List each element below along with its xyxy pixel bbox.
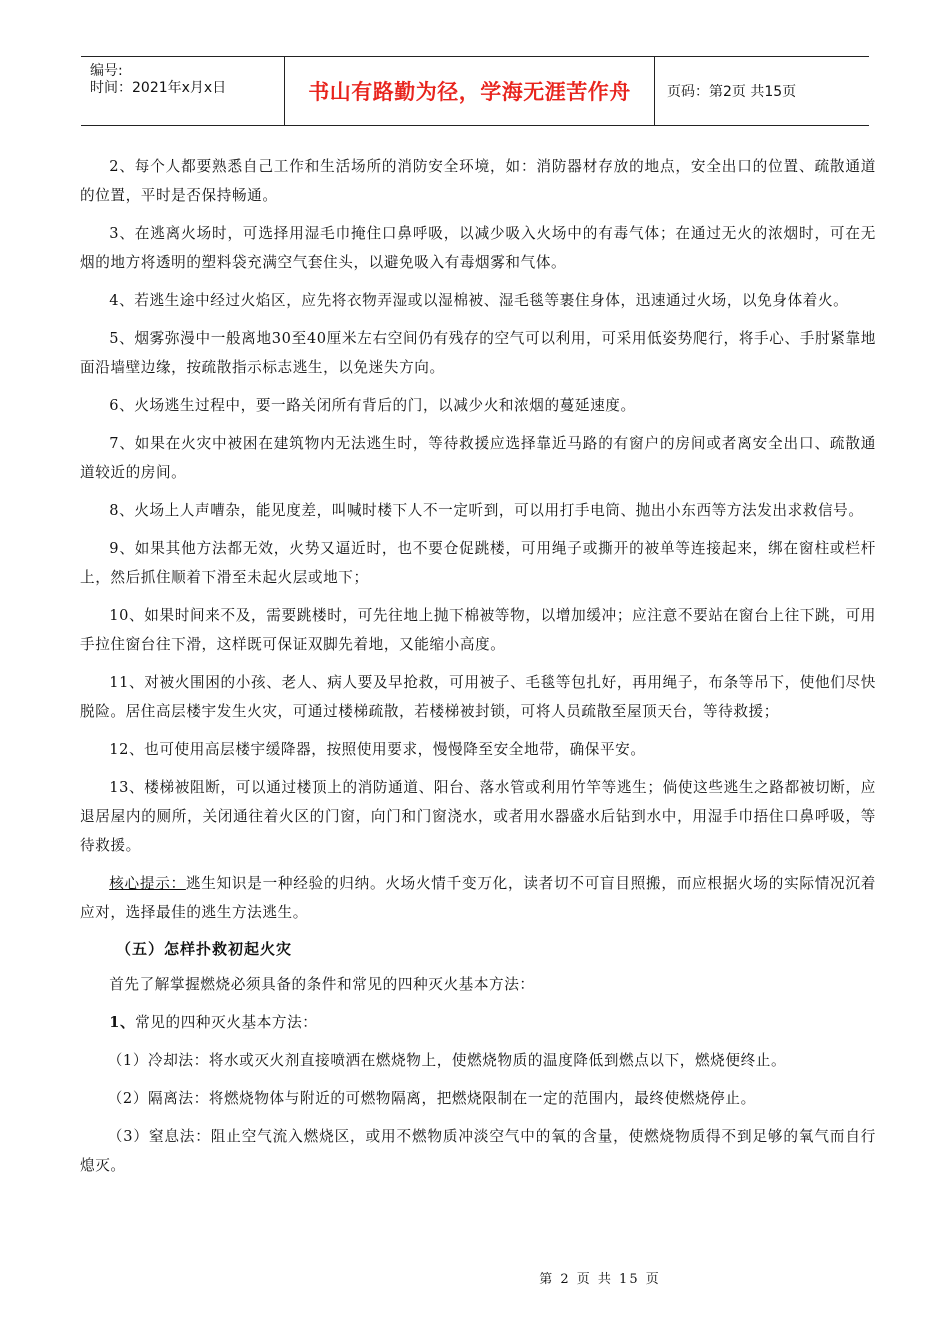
- sub-heading: [80, 1008, 876, 1037]
- section-intro: 首先了解掌握燃烧必须具备的条件和常见的四种灭火基本方法：: [109, 976, 535, 993]
- paragraph-item-12: 12、也可使用高层楼宇缓降器，按照使用要求，慢慢降至安全地带，确保平安。: [109, 741, 646, 758]
- sub-heading-number: 1、: [109, 1014, 136, 1031]
- document-number-label: 编号:: [90, 63, 123, 79]
- header-meta: [81, 57, 284, 125]
- header-motto-cell: [284, 57, 655, 125]
- paragraph-item-5: 5、烟雾弥漫中一般离地30至40厘米左右空间仍有残存的空气可以利用，可采用低姿势爬行，将手心、手肘紧靠地面沿墙壁边缘，按疏散指示标志逃生，以免迷失方向。: [80, 330, 876, 376]
- paragraph-item-4: 4、若逃生途中经过火焰区，应先将衣物弄湿或以湿棉被、湿毛毯等裹住身体，迅速通过火场，以免身体着火。: [109, 292, 849, 309]
- paragraph-item-8: 8、火场上人声嘈杂，能见度差，叫喊时楼下人不一定听到，可以用打手电筒、抛出小东西等方法发出求救信号。: [109, 502, 864, 519]
- document-body: [80, 152, 876, 1189]
- paragraph-item-13: 13、楼梯被阻断，可以通过楼顶上的消防通道、阳台、落水管或利用竹竿等逃生；倘使这些逃生之路都被切断，应退居屋内的厕所，关闭通往着火区的门窗，向门和门窗浇水，或者用水器盛水后钻到水中，用湿手巾捂住口鼻呼吸，等待救援。: [80, 779, 876, 854]
- core-tip-label: 核心提示：: [109, 875, 186, 892]
- header-page-info-cell: [655, 57, 869, 125]
- paragraph-item-7: 7、如果在火灾中被困在建筑物内无法逃生时，等待救援应选择靠近马路的有窗户的房间或者离安全出口、疏散通道较近的房间。: [80, 435, 876, 481]
- paragraph-item-10: 10、如果时间来不及，需要跳楼时，可先往地上抛下棉被等物，以增加缓冲；应注意不要站在窗台上往下跳，可用手拉住窗台往下滑，这样既可保证双脚先着地，又能缩小高度。: [80, 607, 876, 653]
- document-time: 时间：2021年x月x日: [90, 80, 227, 96]
- paragraph-item-3: 3、在逃离火场时，可选择用湿毛巾掩住口鼻呼吸，以减少吸入火场中的有毒气体；在通过无火的浓烟时，可在无烟的地方将透明的塑料袋充满空气套住头，以避免吸入有毒烟雾和气体。: [80, 225, 876, 271]
- paragraph-item-6: 6、火场逃生过程中，要一路关闭所有背后的门，以减少火和浓烟的蔓延速度。: [109, 397, 636, 414]
- header-page-info: 页码：第2页 共15页: [667, 84, 797, 100]
- method-isolation: （2）隔离法：将燃烧物体与附近的可燃物隔离，把燃烧限制在一定的范围内，最终使燃烧停止。: [107, 1090, 756, 1107]
- page-footer: [0, 1268, 950, 1287]
- document-header: [81, 56, 869, 126]
- core-tip-text: 逃生知识是一种经验的归纳。火场火情千变万化，读者切不可盲目照搬，而应根据火场的实际情况沉着应对，选择最佳的逃生方法逃生。: [80, 875, 876, 921]
- paragraph-item-9: 9、如果其他方法都无效，火势又逼近时，也不要仓促跳楼，可用绳子或撕开的被单等连接起来，绑在窗柱或栏杆上，然后抓住顺着下滑至未起火层或地下；: [80, 540, 876, 586]
- footer-page-number: 第 2 页 共 15 页: [539, 1272, 661, 1287]
- paragraph-item-2: 2、每个人都要熟悉自己工作和生活场所的消防安全环境，如：消防器材存放的地点，安全出口的位置、疏散通道的位置，平时是否保持畅通。: [80, 158, 876, 204]
- core-tip-paragraph: [80, 869, 876, 927]
- method-smothering: （3）窒息法：阻止空气流入燃烧区，或用不燃物质冲淡空气中的氧的含量，使燃烧物质得不到足够的氧气而自行熄灭。: [80, 1128, 876, 1174]
- method-cooling: （1）冷却法：将水或灭火剂直接喷洒在燃烧物上，使燃烧物质的温度降低到燃点以下，燃烧便终止。: [107, 1052, 787, 1069]
- sub-heading-text: 常见的四种灭火基本方法：: [135, 1014, 318, 1031]
- section-heading: （五）怎样扑救初起火灾: [116, 940, 293, 958]
- header-motto: 书山有路勤为径，学海无涯苦作舟: [308, 80, 631, 104]
- paragraph-item-11: 11、对被火围困的小孩、老人、病人要及早抢救，可用被子、毛毯等包扎好，再用绳子，布条等吊下，使他们尽快脱险。居住高层楼宇发生火灾，可通过楼梯疏散，若楼梯被封锁，可将人员疏散至屋顶天台，等待救援；: [80, 674, 876, 720]
